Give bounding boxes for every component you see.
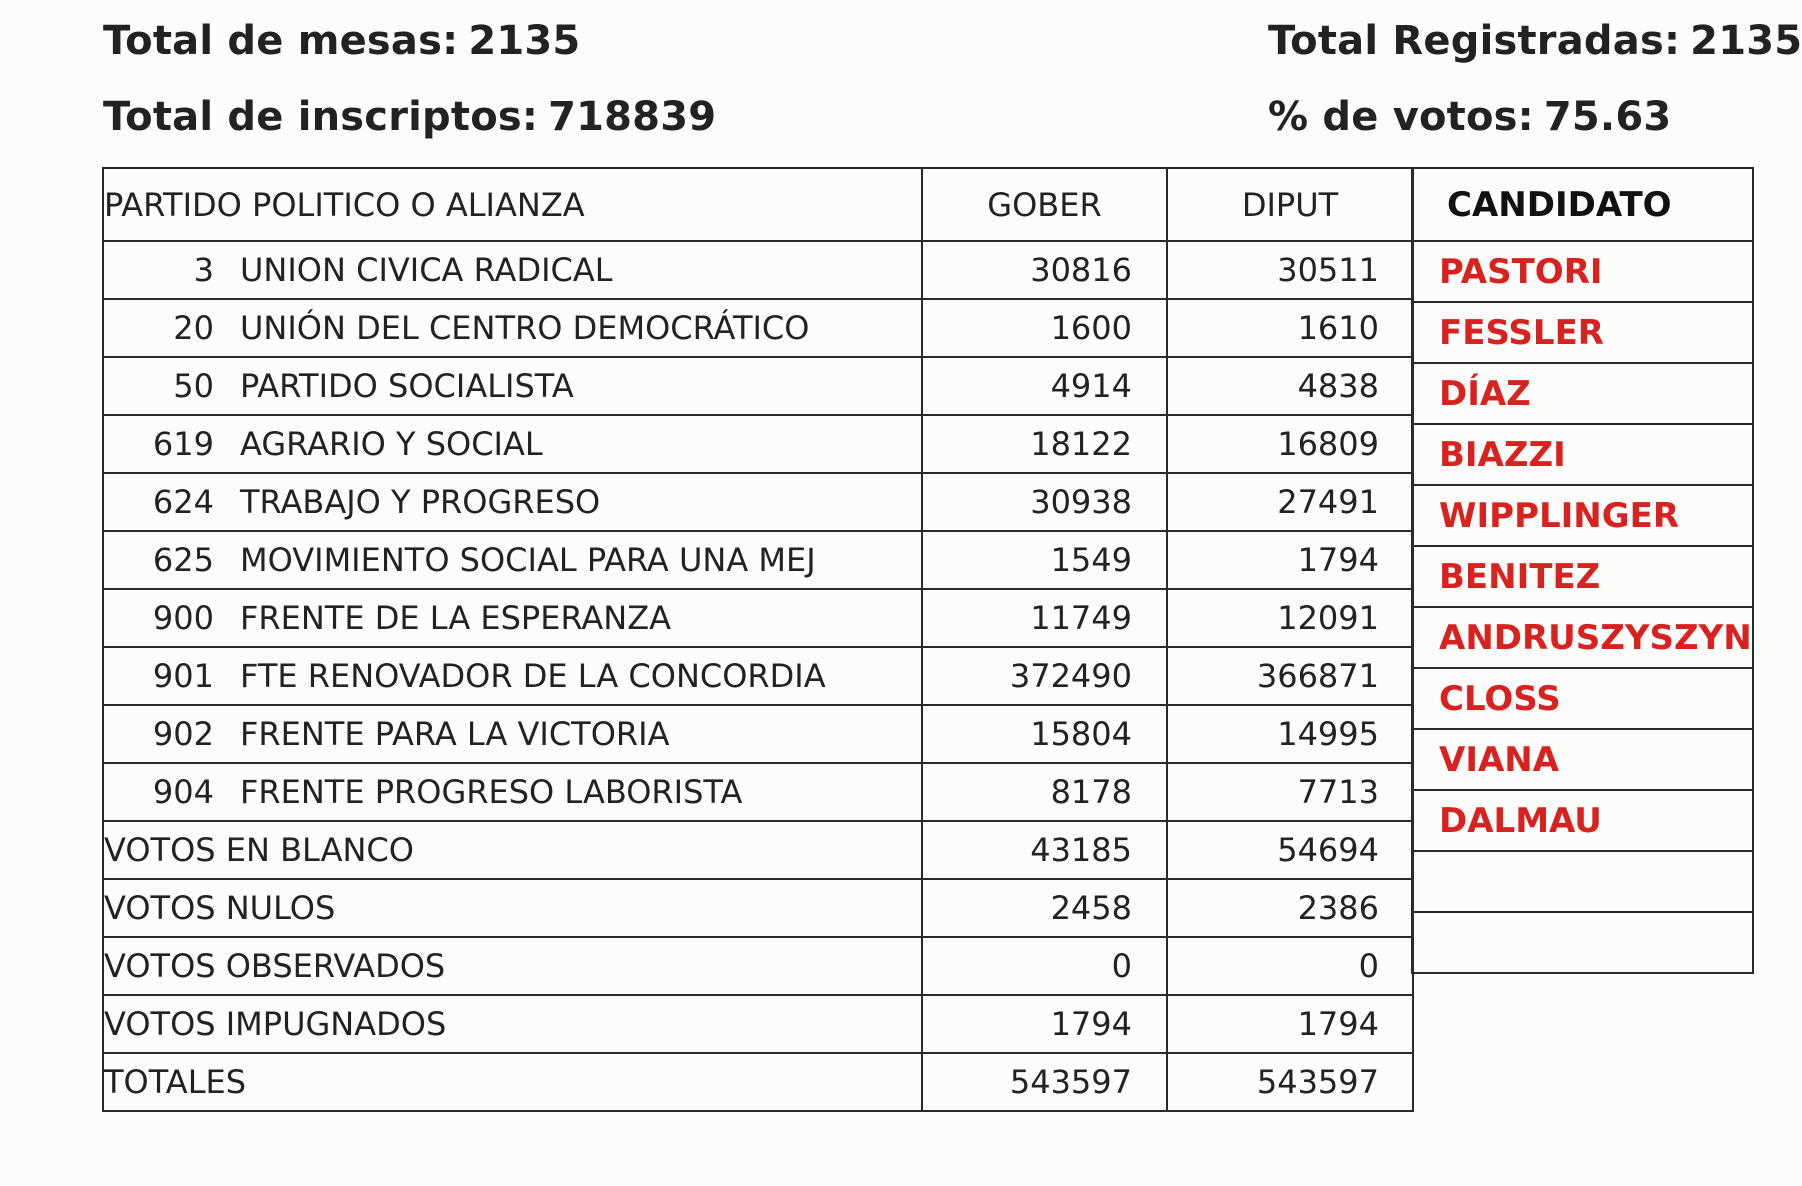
diput-votes: 1794: [1167, 531, 1413, 589]
party-cell: [103, 531, 922, 589]
gober-votes: 15804: [922, 705, 1167, 763]
party-name: MOVIMIENTO SOCIAL PARA UNA MEJ: [240, 541, 816, 579]
party-name: PARTIDO SOCIALISTA: [240, 367, 574, 405]
total-mesas: [103, 18, 580, 64]
total-mesas-value: 2135: [468, 18, 581, 64]
candidates-table: [1411, 167, 1754, 974]
diput-votes: 1610: [1167, 299, 1413, 357]
candidate-name: VIANA: [1412, 729, 1753, 790]
diput-votes: 2386: [1167, 879, 1413, 937]
special-name: VOTOS IMPUGNADOS: [103, 995, 922, 1053]
header-gober: GOBER: [922, 168, 1167, 241]
party-cell: [103, 241, 922, 299]
gober-votes: 372490: [922, 647, 1167, 705]
party-code: 619: [152, 425, 214, 463]
gober-votes: 30938: [922, 473, 1167, 531]
candidate-name: DÍAZ: [1412, 363, 1753, 424]
gober-votes: 0: [922, 937, 1167, 995]
party-name: FRENTE PARA LA VICTORIA: [240, 715, 670, 753]
candidate-name: CLOSS: [1412, 668, 1753, 729]
totals-diput: 543597: [1167, 1053, 1413, 1111]
party-code: 625: [152, 541, 214, 579]
table-row: [103, 647, 1413, 705]
totals-row: [103, 1053, 1413, 1111]
total-registradas-label: Total Registradas:: [1268, 18, 1681, 64]
header-party: PARTIDO POLITICO O ALIANZA: [103, 168, 922, 241]
party-name: AGRARIO Y SOCIAL: [240, 425, 543, 463]
diput-votes: 30511: [1167, 241, 1413, 299]
diput-votes: 7713: [1167, 763, 1413, 821]
special-row: [103, 879, 1413, 937]
gober-votes: 43185: [922, 821, 1167, 879]
pct-votos-label: % de votos:: [1268, 94, 1534, 140]
total-registradas: [1268, 18, 1802, 64]
special-name: VOTOS OBSERVADOS: [103, 937, 922, 995]
special-row: [103, 821, 1413, 879]
totals-label: TOTALES: [103, 1053, 922, 1111]
total-mesas-label: Total de mesas:: [103, 18, 459, 64]
party-code: 624: [152, 483, 214, 521]
table-row: [103, 241, 1413, 299]
gober-votes: 1549: [922, 531, 1167, 589]
candidate-empty: [1412, 851, 1753, 912]
party-name: TRABAJO Y PROGRESO: [240, 483, 601, 521]
pct-votos: [1268, 94, 1671, 140]
party-cell: [103, 415, 922, 473]
candidate-name: FESSLER: [1412, 302, 1753, 363]
gober-votes: 30816: [922, 241, 1167, 299]
party-cell: [103, 589, 922, 647]
party-code: 900: [152, 599, 214, 637]
candidate-name: BENITEZ: [1412, 546, 1753, 607]
candidate-name: ANDRUSZYSZYN: [1412, 607, 1753, 668]
special-row: [103, 937, 1413, 995]
party-name: UNION CIVICA RADICAL: [240, 251, 613, 289]
pct-votos-value: 75.63: [1543, 94, 1672, 140]
diput-votes: 12091: [1167, 589, 1413, 647]
party-name: FRENTE DE LA ESPERANZA: [240, 599, 672, 637]
table-row: [103, 531, 1413, 589]
special-name: VOTOS EN BLANCO: [103, 821, 922, 879]
totals-gober: 543597: [922, 1053, 1167, 1111]
diput-votes: 54694: [1167, 821, 1413, 879]
gober-votes: 1794: [922, 995, 1167, 1053]
party-cell: [103, 763, 922, 821]
table-row: [103, 299, 1413, 357]
table-row: [103, 415, 1413, 473]
party-code: 901: [152, 657, 214, 695]
total-registradas-value: 2135: [1690, 18, 1802, 64]
gober-votes: 8178: [922, 763, 1167, 821]
table-row: [103, 473, 1413, 531]
diput-votes: 0: [1167, 937, 1413, 995]
candidate-name: DALMAU: [1412, 790, 1753, 851]
candidates-header: CANDIDATO: [1412, 168, 1753, 241]
party-code: 50: [173, 367, 214, 405]
total-inscriptos: [103, 94, 716, 140]
results-header-row: [103, 168, 1413, 241]
diput-votes: 14995: [1167, 705, 1413, 763]
special-name: VOTOS NULOS: [103, 879, 922, 937]
diput-votes: 366871: [1167, 647, 1413, 705]
party-cell: [103, 705, 922, 763]
table-row: [103, 589, 1413, 647]
results-table: [102, 167, 1414, 1112]
party-cell: [103, 357, 922, 415]
table-row: [103, 705, 1413, 763]
party-code: 3: [193, 251, 214, 289]
diput-votes: 4838: [1167, 357, 1413, 415]
party-cell: [103, 299, 922, 357]
party-code: 20: [173, 309, 214, 347]
party-name: UNIÓN DEL CENTRO DEMOCRÁTICO: [240, 309, 810, 347]
party-code: 904: [152, 773, 214, 811]
candidate-empty: [1412, 912, 1753, 973]
gober-votes: 2458: [922, 879, 1167, 937]
diput-votes: 27491: [1167, 473, 1413, 531]
candidate-name: PASTORI: [1412, 241, 1753, 302]
header-diput: DIPUT: [1167, 168, 1413, 241]
gober-votes: 18122: [922, 415, 1167, 473]
table-row: [103, 763, 1413, 821]
candidate-name: BIAZZI: [1412, 424, 1753, 485]
party-cell: [103, 647, 922, 705]
party-name: FRENTE PROGRESO LABORISTA: [240, 773, 743, 811]
total-inscriptos-value: 718839: [548, 94, 717, 140]
party-name: FTE RENOVADOR DE LA CONCORDIA: [240, 657, 826, 695]
gober-votes: 1600: [922, 299, 1167, 357]
party-cell: [103, 473, 922, 531]
diput-votes: 16809: [1167, 415, 1413, 473]
table-row: [103, 357, 1413, 415]
party-code: 902: [152, 715, 214, 753]
total-inscriptos-label: Total de inscriptos:: [103, 94, 539, 140]
gober-votes: 4914: [922, 357, 1167, 415]
candidate-name: WIPPLINGER: [1412, 485, 1753, 546]
diput-votes: 1794: [1167, 995, 1413, 1053]
special-row: [103, 995, 1413, 1053]
gober-votes: 11749: [922, 589, 1167, 647]
